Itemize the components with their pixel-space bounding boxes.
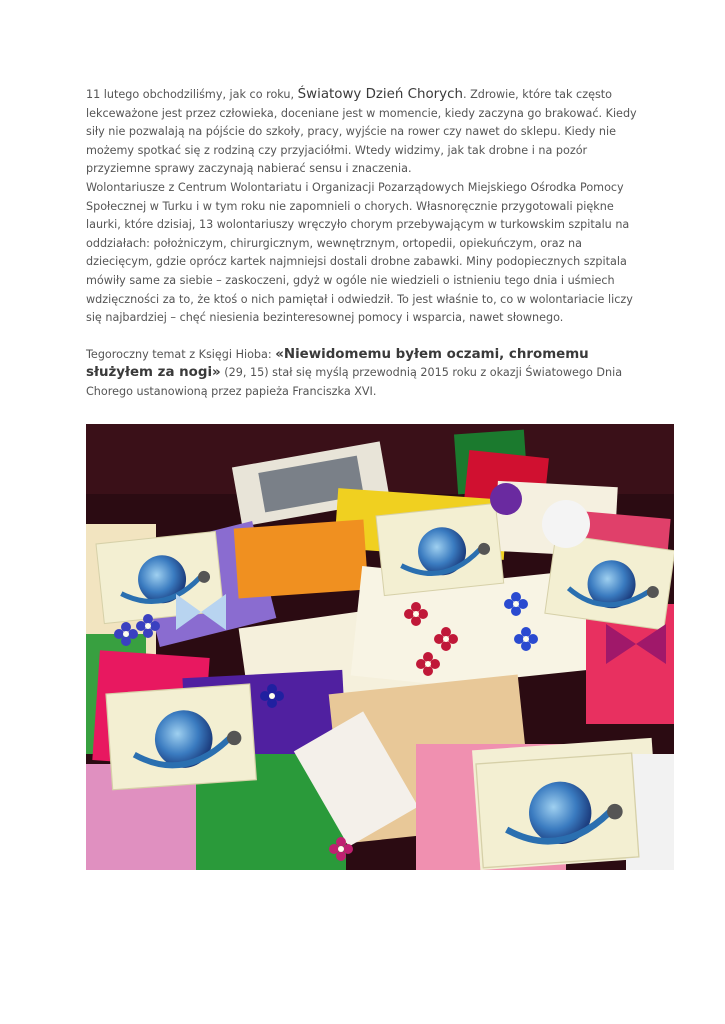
greeting-cards-image [86,424,674,870]
paragraph-intro [86,86,646,179]
intro-text-rest: . Zdrowie, które tak często lekceważone jest przez człowieka, doceniane jest w momencie, kiedy zaczyna go brakować. Kiedy siły nie pozwalają na pójście do szkoły, pracy, wyjście na rower czy nawet do sklepu. Kiedy nie możemy spotkać się z rodziną czy przyjaciółmi. Wtedy widzimy, jak tak drobne i na pozór przyziemne sprawy zaczynają nabierać sensu i znaczenia. [86,88,637,176]
bible-quote: «Niewidomemu byłem oczami, chromemu służyłem za nogi» [86,346,589,381]
paragraph-volunteers: Wolontariusze z Centrum Wolontariatu i Organizacji Pozarządowych Miejskiego Ośrodka Pomocy Społecznej w Turku i w tym roku nie zapomnieli o chorych. Własnoręcznie przygotowali piękne laurki, które dzisiaj, 13 wolontariuszy wręczyło chorym przebywającym w turkowskim szpitalu na oddziałach: położniczym, chirurgicznym, wewnętrznym, ortopedii, opiekuńczym, oraz na dziecięcym, gdzie oprócz kartek najmniejsi dostali drobne zabawki. Miny podopiecznych szpitala mówiły same za siebie – zaskoczeni, gdyż w ogóle nie wiedzieli o istnieniu tego dnia i uśmiech wdzięczności za to, że ktoś o nich pamiętał i odwiedził. To jest właśnie to, co w wolontariacie liczy się najbardziej – chęć niesienia bezinteresownej pomocy i wsparcia, nawet słownego. [86,180,633,325]
article-body [86,86,646,402]
paragraph-theme [86,346,646,402]
theme-rest: (29, 15) stał się myślą przewodnią 2015 roku z okazji Światowego Dnia Chorego ustanowioną przez papieża Franciszka XVI. [86,366,623,398]
intro-text: 11 lutego obchodziliśmy, jak co roku, [86,88,298,101]
theme-intro: Tegoroczny temat z Księgi Hioba: [86,347,276,361]
event-name: Światowy Dzień Chorych [297,87,463,102]
cards-photo [86,424,674,870]
